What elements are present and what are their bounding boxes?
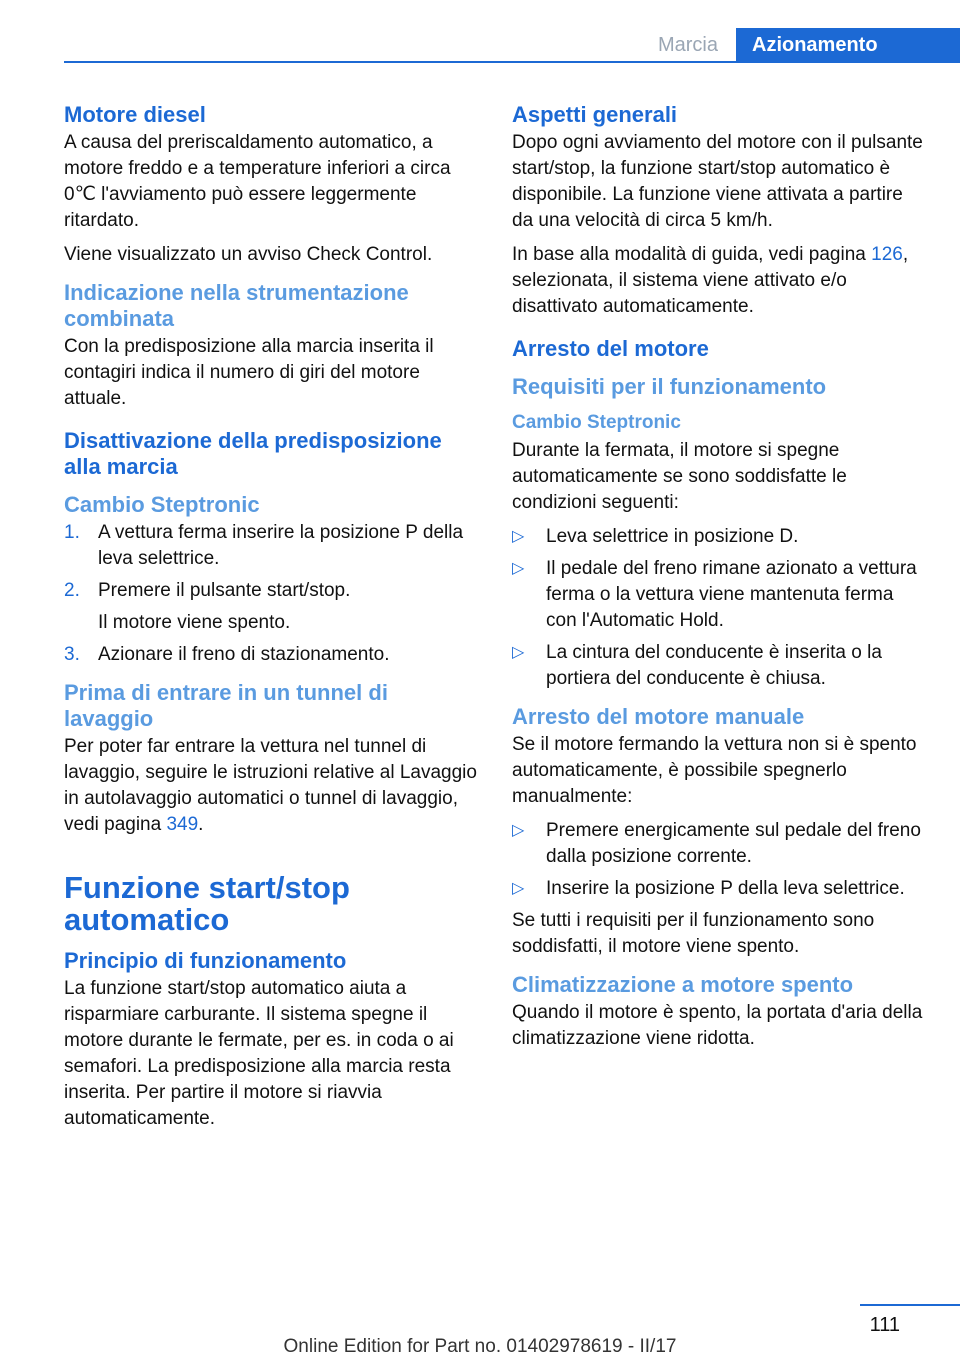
step-number: 3. [64, 644, 80, 665]
paragraph: Dopo ogni avviamento del motore con il pulsante start/stop, la funzione start/stop automatico è disponibile. La funzione viene attivata a partire da una velocità di circa 5 km/h. [512, 132, 923, 231]
heading-tunnel-lavaggio: Prima di entrare in un tunnel di lavaggio [64, 680, 388, 731]
paragraph: Quando il motore è spento, la portata d'aria della climatizzazione viene ridotta. [512, 1002, 923, 1049]
heading-arresto-motore: Arresto del motore [512, 336, 709, 361]
list-item-text: La cintura del conducente è inserita o la portiera del conducente è chiusa. [546, 642, 882, 689]
heading-cambio-steptronic-right: Cambio Steptronic [512, 412, 681, 433]
heading-requisiti: Requisiti per il funzionamento [512, 374, 827, 399]
paragraph: A causa del preriscaldamento automatico, a motore freddo e a temperature inferiori a circa 0℃ l'avviamento può essere leggermente ritardato. [64, 132, 451, 231]
paragraph: Viene visualizzato un avviso Check Control. [64, 244, 433, 265]
page-number: 111 [869, 1314, 900, 1336]
step-text: Azionare il freno di stazionamento. [98, 644, 390, 665]
page-link-349[interactable]: 349 [166, 814, 199, 835]
paragraph-text: . [198, 814, 204, 835]
list-item-text: Premere energicamente sul pedale del freno dalla posizione corrente. [546, 820, 921, 867]
list-item [512, 524, 926, 550]
triangle-right-icon: ▷ [512, 822, 525, 839]
heading-aspetti-generali: Aspetti generali [512, 102, 678, 127]
paragraph-text: , selezionata, il sistema viene attivato e/o disattivato automaticamente. [512, 244, 909, 317]
step-number: 2. [64, 580, 80, 601]
edition-footer: Online Edition for Part no. 01402978619 - II/17 [283, 1336, 677, 1357]
triangle-right-icon: ▷ [512, 528, 525, 545]
paragraph: La funzione start/stop automatico aiuta a risparmiare carburante. Il sistema spegne il motore durante le fermate, per es. in coda o ai semafori. La predisposizione alla marcia resta inserita. Per partire il motore si riavvia automaticamente. [64, 978, 454, 1129]
manual-steps-list [512, 818, 926, 902]
list-item [512, 556, 926, 634]
paragraph: Con la predisposizione alla marcia inserita il contagiri indica il numero di giri del motore attuale. [64, 336, 434, 409]
page-link-126[interactable]: 126 [871, 244, 903, 265]
heading-indicazione: Indicazione nella strumentazione combinata [64, 280, 409, 331]
steps-list [64, 520, 480, 668]
heading-disattivazione: Disattivazione della predisposizione alla marcia [64, 428, 442, 479]
right-column [512, 102, 926, 1060]
page-header [0, 0, 960, 62]
step-text: Premere il pulsante start/stop. [98, 580, 351, 601]
paragraph-text: Per poter far entrare la vettura nel tunnel di lavaggio, seguire le istruzioni relative al Lavaggio in autolavaggio automatici o tunnel di lavaggio, vedi pagina [64, 736, 477, 835]
heading-cambio-steptronic: Cambio Steptronic [64, 492, 260, 517]
step-text: A vettura ferma inserire la posizione P della leva selettrice. [98, 522, 464, 569]
header-section-tab[interactable]: Marcia [657, 34, 718, 56]
triangle-right-icon: ▷ [512, 644, 525, 661]
paragraph-text: In base alla modalità di guida, vedi pagina [512, 244, 872, 265]
list-item [512, 640, 926, 692]
left-column [64, 102, 480, 1140]
list-item [512, 818, 926, 870]
list-item [64, 520, 480, 572]
heading-climatizzazione: Climatizzazione a motore spento [512, 972, 854, 997]
paragraph [512, 242, 926, 320]
heading-motore-diesel: Motore diesel [64, 102, 206, 127]
page-number-rule [860, 1304, 960, 1306]
step-subtext: Il motore viene spento. [98, 612, 291, 633]
header-rule [64, 61, 960, 63]
paragraph: Durante la fermata, il motore si spegne automaticamente se sono soddisfatte le condizioni seguenti: [512, 440, 847, 513]
header-chapter-tab[interactable]: Azionamento [736, 28, 960, 62]
paragraph: Se tutti i requisiti per il funzionamento sono soddisfatti, il motore viene spento. [512, 910, 875, 957]
triangle-right-icon: ▷ [512, 880, 525, 897]
heading-start-stop: Funzione start/stop automatico [64, 870, 350, 937]
list-item-text: Inserire la posizione P della leva selettrice. [546, 878, 905, 899]
heading-principio: Principio di funzionamento [64, 948, 347, 973]
step-number: 1. [64, 522, 80, 543]
list-item [64, 578, 480, 636]
list-item-text: Leva selettrice in posizione D. [546, 526, 799, 547]
conditions-list [512, 524, 926, 692]
paragraph: Se il motore fermando la vettura non si è spento automaticamente, è possibile spegnerlo manualmente: [512, 734, 917, 807]
list-item [512, 876, 926, 902]
paragraph [64, 734, 480, 838]
heading-arresto-manuale: Arresto del motore manuale [512, 704, 805, 729]
triangle-right-icon: ▷ [512, 560, 525, 577]
list-item [64, 642, 480, 668]
list-item-text: Il pedale del freno rimane azionato a vettura ferma o la vettura viene mantenuta ferma con l'Automatic Hold. [546, 558, 917, 631]
